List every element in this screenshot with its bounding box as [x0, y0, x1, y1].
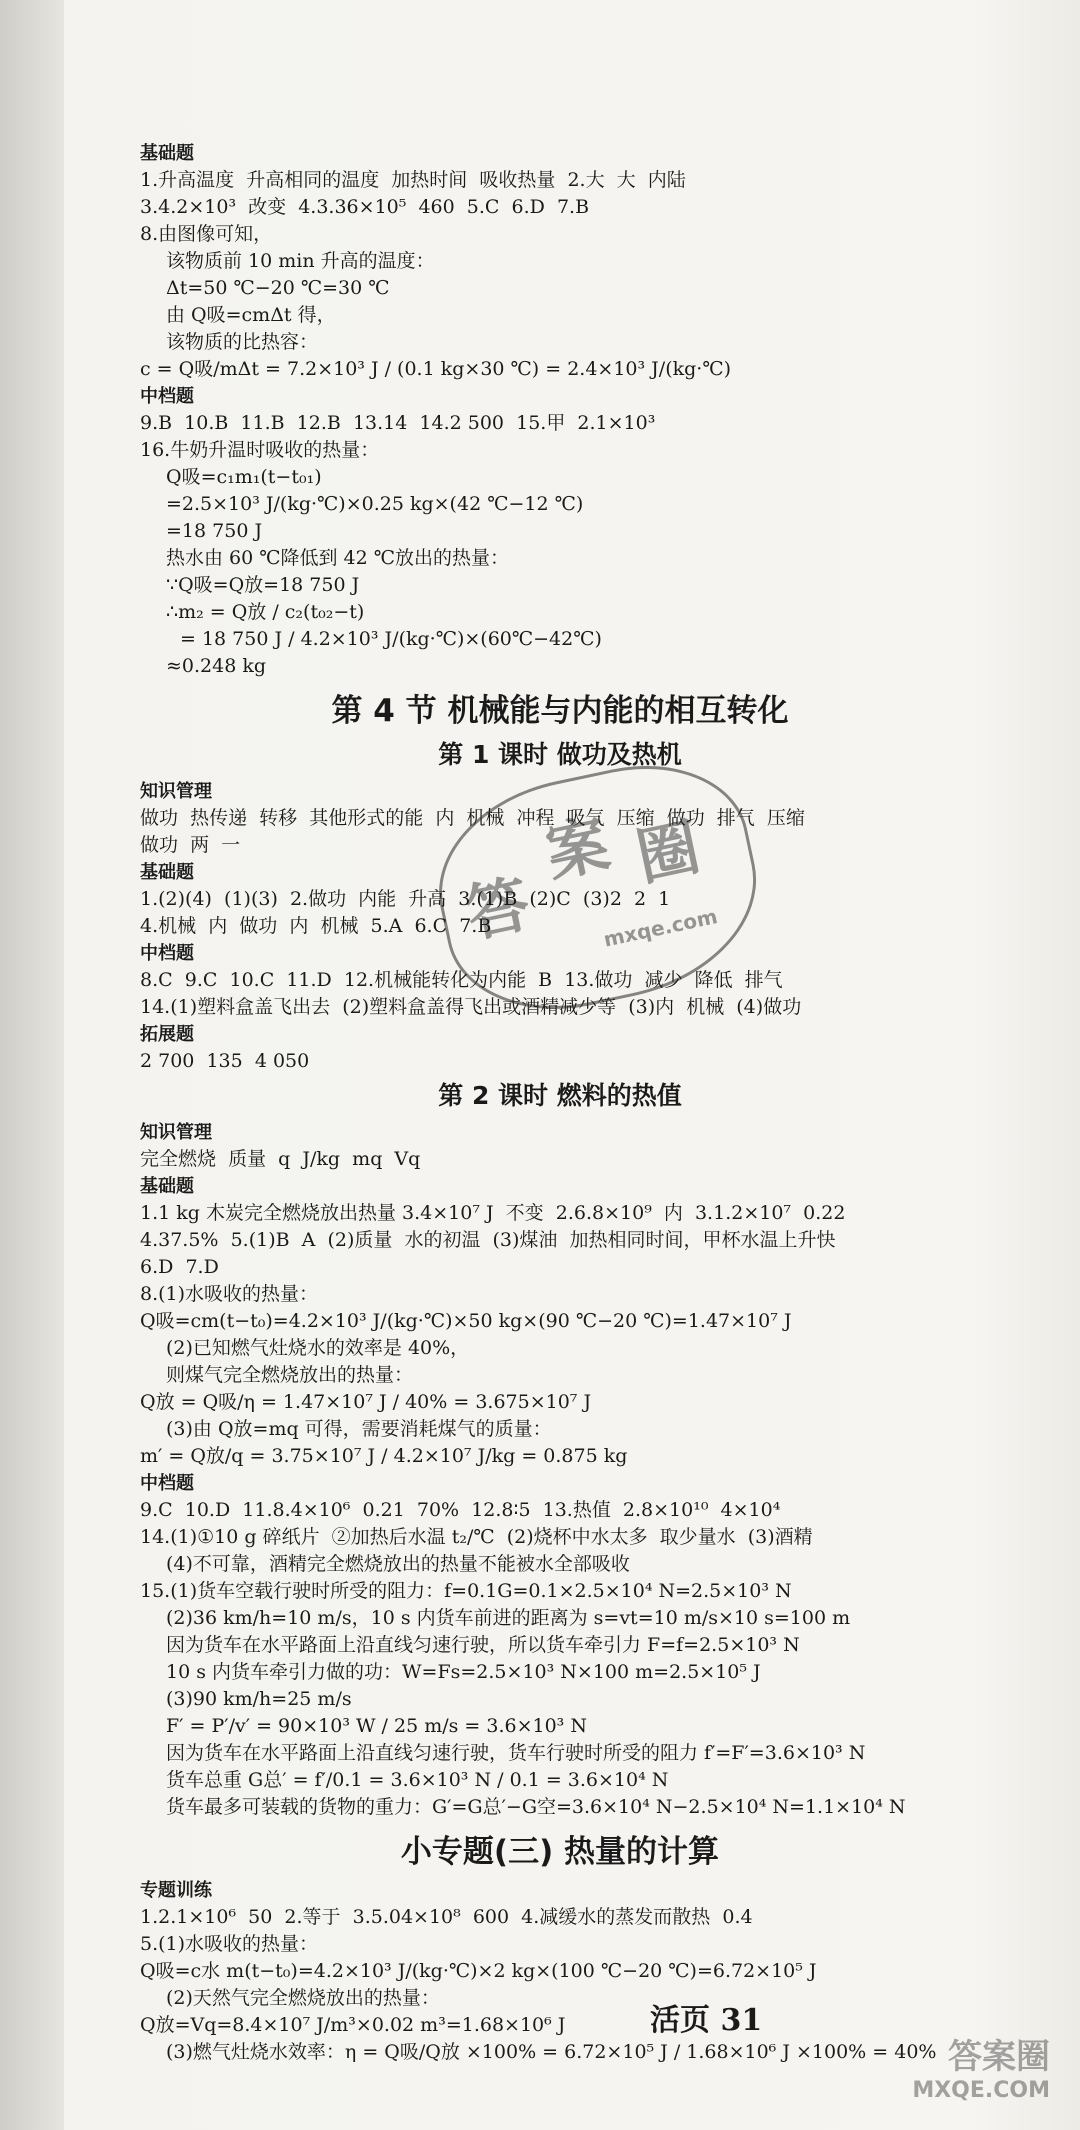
answer-line: (3)燃气灶烧水效率：η = Q吸/Q放 ×100% = 6.72×10⁵ J / 1.68×10⁶ J ×100% = 40%: [166, 2041, 937, 2063]
answer-line: 做功 两 一: [140, 834, 241, 856]
answer-line: (2)36 km/h=10 m/s，10 s 内货车前进的距离为 s=vt=10 m/s×10 s=100 m: [166, 1607, 851, 1629]
answer-line: (3)由 Q放=mq 可得，需要消耗煤气的质量：: [166, 1418, 552, 1440]
section-heading: 拓展题: [140, 1024, 194, 1045]
answer-line: 做功 热传递 转移 其他形式的能 内 机械 冲程 吸气 压缩 做功 排气 压缩: [140, 807, 805, 829]
answer-line: m′ = Q放/q = 3.75×10⁷ J / 4.2×10⁷ J/kg = 0.875 kg: [140, 1445, 628, 1467]
watermark-line-2: MXQE.COM: [912, 2078, 1050, 2103]
answer-line: Q放=Vq=8.4×10⁷ J/m³×0.02 m³=1.68×10⁶ J: [140, 2014, 566, 2036]
answer-line: 6.D 7.D: [140, 1256, 219, 1278]
answer-line: 4.37.5% 5.(1)B A (2)质量 水的初温 (3)煤油 加热相同时间，甲杯水温上升快: [140, 1229, 836, 1251]
answer-line: (2)已知燃气灶烧水的效率是 40%，: [166, 1337, 470, 1359]
answer-line: 由 Q吸=cmΔt 得，: [166, 304, 336, 326]
section-heading: 基础题: [140, 862, 194, 883]
answer-line: ∴m₂ = Q放 / c₂(t₀₂−t): [166, 601, 365, 623]
section-heading: 知识管理: [140, 781, 212, 802]
stamp-char-1: 答: [460, 866, 537, 951]
answer-line: 10 s 内货车牵引力做的功：W=Fs=2.5×10³ N×100 m=2.5×10⁵ J: [166, 1661, 761, 1683]
answer-line: 8.(1)水吸收的热量：: [140, 1283, 319, 1305]
stamp-url: mxqe.com: [601, 904, 720, 952]
answer-line: 热水由 60 ℃降低到 42 ℃放出的热量：: [166, 547, 510, 569]
answer-line: 2 700 135 4 050: [140, 1050, 310, 1072]
answer-line: 该物质前 10 min 升高的温度：: [166, 250, 435, 272]
answer-line: =2.5×10³ J/(kg·℃)×0.25 kg×(42 ℃−12 ℃): [166, 493, 584, 515]
answer-line: 因为货车在水平路面上沿直线匀速行驶，所以货车牵引力 F=f=2.5×10³ N: [166, 1634, 800, 1656]
watermark-line-1: 答案圈: [948, 2037, 1050, 2077]
answer-line: 16.牛奶升温时吸收的热量：: [140, 439, 380, 461]
answer-line: 完全燃烧 质量 q J/kg mq Vq: [140, 1148, 421, 1170]
answer-line: c = Q吸/mΔt = 7.2×10³ J / (0.1 kg×30 ℃) = 2.4×10³ J/(kg·℃): [140, 358, 731, 380]
answer-line: (3)90 km/h=25 m/s: [166, 1688, 352, 1710]
answer-line: = 18 750 J / 4.2×10³ J/(kg·℃)×(60℃−42℃): [180, 628, 602, 650]
section-heading: 中档题: [140, 1473, 194, 1494]
answer-line: 1.(2)(4) (1)(3) 2.做功 内能 升高 3.(1)B (2)C (3)2 2 1: [140, 888, 671, 910]
answer-line: Q吸=cm(t−t₀)=4.2×10³ J/(kg·℃)×50 kg×(90 ℃−20 ℃)=1.47×10⁷ J: [140, 1310, 792, 1332]
answer-column: [140, 140, 980, 2066]
chapter-title: 第 4 节 机械能与内能的相互转化: [331, 693, 789, 729]
answer-line: 该物质的比热容：: [166, 331, 319, 353]
answer-line: 货车总重 G总′ = f′/0.1 = 3.6×10³ N / 0.1 = 3.6×10⁴ N: [166, 1769, 669, 1791]
answer-line: 则煤气完全燃烧放出的热量：: [166, 1364, 414, 1386]
answer-line: Δt=50 ℃−20 ℃=30 ℃: [166, 277, 390, 299]
section-heading: 专题训练: [140, 1880, 212, 1901]
answer-line: 5.(1)水吸收的热量：: [140, 1933, 319, 1955]
answer-line: (2)天然气完全燃烧放出的热量：: [166, 1987, 440, 2009]
chapter-title: 第 2 课时 燃料的热值: [438, 1081, 682, 1110]
answer-line: =18 750 J: [166, 520, 263, 542]
stamp-char-3: 圈: [630, 809, 707, 895]
chapter-title: 小专题(三) 热量的计算: [400, 1834, 720, 1870]
section-heading: 中档题: [140, 943, 194, 964]
answer-line: 15.(1)货车空载行驶时所受的阻力：f=0.1G=0.1×2.5×10⁴ N=2.5×10³ N: [140, 1580, 792, 1602]
answer-line: F′ = P′/v′ = 90×10³ W / 25 m/s = 3.6×10³ N: [166, 1715, 587, 1737]
section-heading: 基础题: [140, 1176, 194, 1197]
answer-line: 4.机械 内 做功 内 机械 5.A 6.C 7.B: [140, 915, 492, 937]
answer-line: 货车最多可装载的货物的重力：G′=G总′−G空=3.6×10⁴ N−2.5×10⁴ N=1.1×10⁴ N: [166, 1796, 906, 1818]
answer-line: (4)不可靠，酒精完全燃烧放出的热量不能被水全部吸收: [166, 1553, 630, 1575]
answer-line: ≈0.248 kg: [166, 655, 267, 677]
page-footer: 活页 31: [650, 2003, 763, 2038]
answer-line: 8.由图像可知，: [140, 223, 273, 245]
answer-line: Q吸=c水 m(t−t₀)=4.2×10³ J/(kg·℃)×2 kg×(100 ℃−20 ℃)=6.72×10⁵ J: [140, 1960, 817, 1982]
answer-line: 因为货车在水平路面上沿直线匀速行驶，货车行驶时所受的阻力 f′=F′=3.6×10³ N: [166, 1742, 866, 1764]
answer-line: 9.B 10.B 11.B 12.B 13.14 14.2 500 15.甲 2.1×10³: [140, 412, 656, 434]
corner-watermark: [912, 2037, 1050, 2108]
answer-line: Q放 = Q吸/η = 1.47×10⁷ J / 40% = 3.675×10⁷ J: [140, 1391, 592, 1413]
answer-line: 14.(1)①10 g 碎纸片 ②加热后水温 t₂/℃ (2)烧杯中水太多 取少量水 (3)酒精: [140, 1526, 813, 1548]
section-heading: 基础题: [140, 143, 194, 164]
answer-line: 1.升高温度 升高相同的温度 加热时间 吸收热量 2.大 大 内陆: [140, 169, 686, 191]
answer-line: 1.1 kg 木炭完全燃烧放出热量 3.4×10⁷ J 不变 2.6.8×10⁹ 内 3.1.2×10⁷ 0.22: [140, 1202, 846, 1224]
answer-line: 9.C 10.D 11.8.4×10⁶ 0.21 70% 12.8∶5 13.热值 2.8×10¹⁰ 4×10⁴: [140, 1499, 781, 1521]
answer-line: ∵Q吸=Q放=18 750 J: [166, 574, 360, 596]
answer-line: 8.C 9.C 10.C 11.D 12.机械能转化为内能 B 13.做功 减少 降低 排气: [140, 969, 783, 991]
answer-line: 1.2.1×10⁶ 50 2.等于 3.5.04×10⁸ 600 4.减缓水的蒸发而散热 0.4: [140, 1906, 753, 1928]
answer-line: 3.4.2×10³ 改变 4.3.36×10⁵ 460 5.C 6.D 7.B: [140, 196, 590, 218]
book-spine: [0, 0, 64, 2130]
answer-line: 14.(1)塑料盒盖飞出去 (2)塑料盒盖得飞出或酒精减少等 (3)内 机械 (4)做功: [140, 996, 802, 1018]
answer-line: Q吸=c₁m₁(t−t₀₁): [166, 466, 322, 488]
section-heading: 知识管理: [140, 1122, 212, 1143]
chapter-title: 第 1 课时 做功及热机: [438, 740, 682, 769]
section-heading: 中档题: [140, 386, 194, 407]
stamp-char-2: 案: [539, 806, 616, 892]
